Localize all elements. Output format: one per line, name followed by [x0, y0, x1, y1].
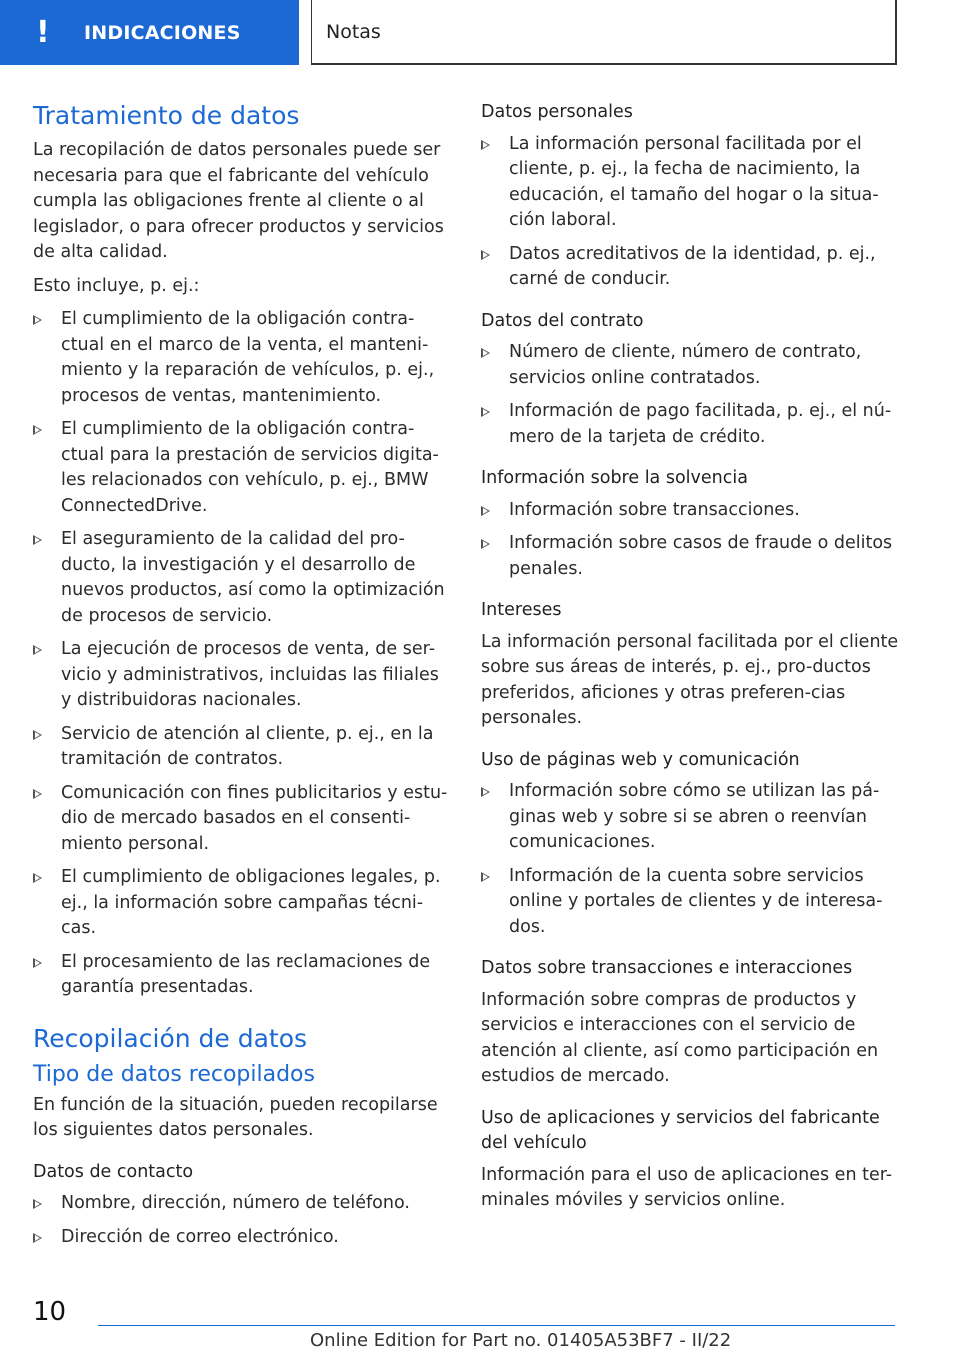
bullet-triangle-icon — [33, 873, 42, 883]
edition-footer: Online Edition for Part no. 01405A53BF7 - II/22 — [310, 1330, 732, 1351]
subsection-title: Notas — [326, 20, 381, 43]
bullet-triangle-icon — [33, 315, 42, 325]
list-item: Información sobre casos de fraude o delitos penales. — [481, 531, 901, 582]
bullet-triangle-icon — [481, 348, 490, 358]
heading-interests: Intereses — [481, 600, 562, 620]
contract-list — [481, 340, 901, 450]
bullet-triangle-icon — [481, 407, 490, 417]
bullet-triangle-icon — [33, 535, 42, 545]
heading-transactions: Datos sobre transacciones e interacciones — [481, 958, 853, 978]
paragraph-includes: Esto incluye, p. ej.: — [33, 275, 200, 296]
left-column — [33, 100, 453, 1258]
list-item: El cumplimiento de obligaciones legales, p. ej., la información sobre campañas técni-cas. — [33, 865, 453, 942]
bullet-triangle-icon — [33, 789, 42, 799]
section-title: INDICACIONES — [84, 21, 241, 44]
subsection-box — [311, 0, 897, 65]
personal-list — [481, 132, 901, 293]
bullet-triangle-icon — [481, 250, 490, 260]
web-list — [481, 779, 901, 940]
bullet-triangle-icon — [481, 787, 490, 797]
list-item: Información sobre cómo se utilizan las pá-ginas web y sobre si se abren o reenvían comunicaciones. — [481, 779, 901, 856]
list-item: El cumplimiento de la obligación contra-ctual para la prestación de servicios digita-les relacionados con vehículo, p. ej., BMW ConnectedDrive. — [33, 417, 453, 519]
list-item: Dirección de correo electrónico. — [33, 1225, 453, 1251]
contact-list — [33, 1191, 453, 1250]
heading-treatment: Tratamiento de datos — [33, 101, 300, 130]
list-item: El procesamiento de las reclamaciones de garantía presentadas. — [33, 950, 453, 1001]
bullet-triangle-icon — [33, 958, 42, 968]
heading-contact: Datos de contacto — [33, 1161, 194, 1182]
heading-apps: Uso de aplicaciones y servicios del fabricante del vehículo — [481, 1107, 880, 1153]
bullet-triangle-icon — [33, 1233, 42, 1243]
list-item: El cumplimiento de la obligación contra-ctual en el marco de la venta, el manteni-miento y la reparación de vehículos, p. ej., procesos de ventas, mantenimiento. — [33, 307, 453, 409]
heading-web: Uso de páginas web y comunicación — [481, 749, 800, 770]
bullet-triangle-icon — [33, 425, 42, 435]
bullet-triangle-icon — [481, 140, 490, 150]
heading-collection: Recopilación de datos — [33, 1023, 308, 1053]
heading-personal: Datos personales — [481, 102, 633, 122]
right-column — [481, 100, 901, 1222]
list-item: Información de pago facilitada, p. ej., el nú-mero de la tarjeta de crédito. — [481, 399, 901, 450]
bullet-triangle-icon — [481, 539, 490, 549]
list-item: Información de la cuenta sobre servicios online y portales de clientes y de interesa-dos. — [481, 864, 901, 941]
paragraph-interests: La información personal facilitada por el cliente sobre sus áreas de interés, p. ej., pro-ductos preferidos, aficiones y otras preferen-cias personales. — [481, 631, 899, 728]
warning-icon: ! — [36, 15, 50, 50]
paragraph-types: En función de la situación, pueden recopilarse los siguientes datos personales. — [33, 1094, 438, 1140]
page-number: 10 — [33, 1297, 67, 1327]
heading-solvency: Información sobre la solvencia — [481, 468, 748, 488]
heading-contract: Datos del contrato — [481, 310, 644, 331]
section-tab — [0, 0, 299, 65]
list-item: Servicio de atención al cliente, p. ej., en la tramitación de contratos. — [33, 722, 453, 773]
list-item: Comunicación con fines publicitarios y estu-dio de mercado basados en el consenti-miento personal. — [33, 781, 453, 858]
footer-divider — [98, 1325, 895, 1326]
treatment-list — [33, 307, 453, 1001]
list-item: Datos acreditativos de la identidad, p. ej., carné de conducir. — [481, 242, 901, 293]
paragraph-intro: La recopilación de datos personales puede ser necesaria para que el fabricante del vehículo cumpla las obligaciones frente al cliente o al legislador, o para ofrecer productos y servicios de alta calidad. — [33, 140, 444, 262]
bullet-triangle-icon — [481, 506, 490, 516]
list-item: Nombre, dirección, número de teléfono. — [33, 1191, 453, 1217]
bullet-triangle-icon — [33, 1199, 42, 1209]
list-item: La ejecución de procesos de venta, de ser-vicio y administrativos, incluidas las filiales y distribuidoras nacionales. — [33, 637, 453, 714]
list-item: El aseguramiento de la calidad del pro-ducto, la investigación y el desarrollo de nuevos productos, así como la optimización de procesos de servicio. — [33, 527, 453, 629]
paragraph-apps: Información para el uso de aplicaciones en ter-minales móviles y servicios online. — [481, 1164, 893, 1210]
bullet-triangle-icon — [481, 872, 490, 882]
list-item: Información sobre transacciones. — [481, 498, 901, 524]
list-item: La información personal facilitada por el cliente, p. ej., la fecha de nacimiento, la educación, el tamaño del hogar o la situa-ción laboral. — [481, 132, 901, 234]
solvency-list — [481, 498, 901, 583]
bullet-triangle-icon — [33, 730, 42, 740]
heading-data-types: Tipo de datos recopilados — [33, 1061, 315, 1087]
bullet-triangle-icon — [33, 645, 42, 655]
list-item: Número de cliente, número de contrato, servicios online contratados. — [481, 340, 901, 391]
paragraph-transactions: Información sobre compras de productos y servicios e interacciones con el servicio de atención al cliente, así como participación en estudios de mercado. — [481, 989, 879, 1086]
